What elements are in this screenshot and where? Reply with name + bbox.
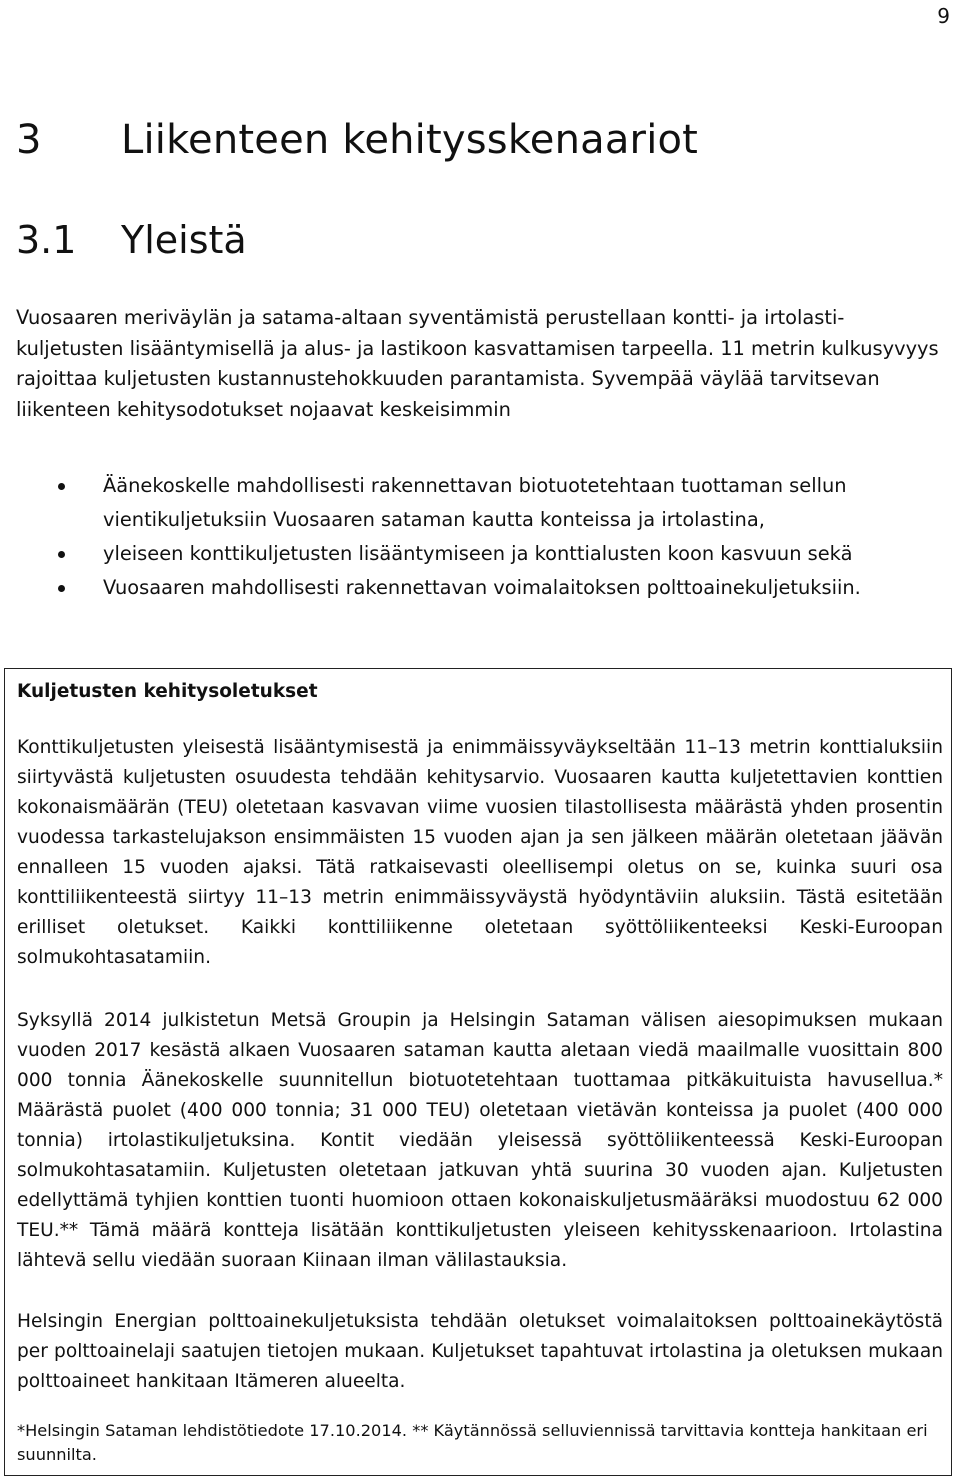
chapter-number: 3 [16, 117, 42, 163]
section-number: 3.1 [16, 218, 77, 262]
list-item-text: yleiseen konttikuljetusten lisääntymiseen ja konttialusten koon kasvuun sekä [103, 542, 853, 565]
page-number: 9 [937, 4, 950, 28]
list-item [16, 537, 946, 571]
list-item-text: Äänekoskelle mahdollisesti rakennettavan biotuotetehtaan tuottaman sellun vientikuljetuksiin Vuosaaren sataman kautta konteissa ja irtolastina, [103, 474, 847, 531]
bullet-list [16, 469, 946, 605]
box-paragraph-fuel-transport: Helsingin Energian polttoainekuljetuksista tehdään oletukset voimalaitoksen polttoainekäytöstä per polttoainelaji saatujen tietojen mukaan. Kuljetukset tapahtuvat irtolastina ja oletuksen mukaan polttoaineet hankitaan Itämeren alueelta. [17, 1311, 943, 1392]
list-item [16, 571, 946, 605]
bullet-icon [58, 483, 65, 490]
footnote: *Helsingin Sataman lehdistötiedote 17.10.2014. ** Käytännössä selluviennissä tarvittavia kontteja hankitaan eri suunnilta. [17, 1421, 928, 1464]
list-item [16, 469, 946, 537]
list-item-text: Vuosaaren mahdollisesti rakennettavan voimalaitoksen polttoainekuljetuksiin. [103, 576, 861, 599]
assumptions-box [4, 668, 952, 1476]
chapter-heading [16, 112, 698, 168]
intro-paragraph: Vuosaaren meriväylän ja satama-altaan syventämistä perustellaan kontti- ja irtolastikuljetusten lisääntymisellä ja alus- ja lastikoon kasvattamisen tarpeella. 11 metrin kulkusyvyys rajoittaa kuljetusten kustannustehokkuuden parantamista. Syvempää väylää tarvitsevan liikenteen kehitysodotukset nojaavat keskeisimmin [16, 306, 939, 421]
box-title: Kuljetusten kehitysoletukset [17, 681, 318, 702]
section-title: Yleistä [121, 218, 247, 262]
bullet-icon [58, 551, 65, 558]
box-paragraph-pulp-transport: Syksyllä 2014 julkistetun Metsä Groupin ja Helsingin Sataman välisen aiesopimuksen mukaan vuoden 2017 kesästä alkaen Vuosaaren sataman kautta aletaan viedä maailmalle vuosittain 800 000 tonnia Äänekoskelle suunnitellun biotuotetehtaan tuottamaa pitkäkuituista havusellua.* Määrästä puolet (400 000 tonnia; 31 000 TEU) oletetaan vietävän konteissa ja puolet (400 000 tonnia) irtolastikuljetuksina. Kontit viedään yleisessä syöttöliikenteessä Keski-Euroopan solmukohtasatamiin. Kuljetusten oletetaan jatkuvan yhtä suurina 30 vuoden ajan. Kuljetusten edellyttämä tyhjien konttien tuonti huomioon ottaen kokonaiskuljetusmääräksi muodostuu 62 000 TEU.** Tämä määrä kontteja lisätään konttikuljetusten yleiseen kehitysskenaarioon. Irtolastina lähtevä sellu viedään suoraan Kiinaan ilman välilastauksia. [17, 1010, 943, 1271]
section-heading [16, 214, 247, 266]
bullet-icon [58, 585, 65, 592]
box-paragraph-container-transport: Konttikuljetusten yleisestä lisääntymisestä ja enimmäissyväykseltään 11–13 metrin konttialuksiin siirtyvästä kuljetusten osuudesta tehdään kehitysarvio. Vuosaaren kautta kuljetettavien konttien kokonaismäärän (TEU) oletetaan kasvavan viime vuosien tilastollisesta määrästä yhden prosentin vuodessa tarkastelujakson ensimmäisten 15 vuoden ajan ja sen jälkeen määrän oletetaan jäävän ennalleen 15 vuoden ajaksi. Tätä ratkaisevasti oleellisempi oletus on se, kuinka suuri osa konttiliikenteestä siirtyy 11–13 metrin enimmäissyväystä hyödyntäviin aluksiin. Tästä esitetään erilliset oletukset. Kaikki konttiliikenne oletetaan syöttöliikenteeksi Keski-Euroopan solmukohtasatamiin. [17, 737, 943, 968]
chapter-title: Liikenteen kehitysskenaariot [121, 117, 699, 163]
